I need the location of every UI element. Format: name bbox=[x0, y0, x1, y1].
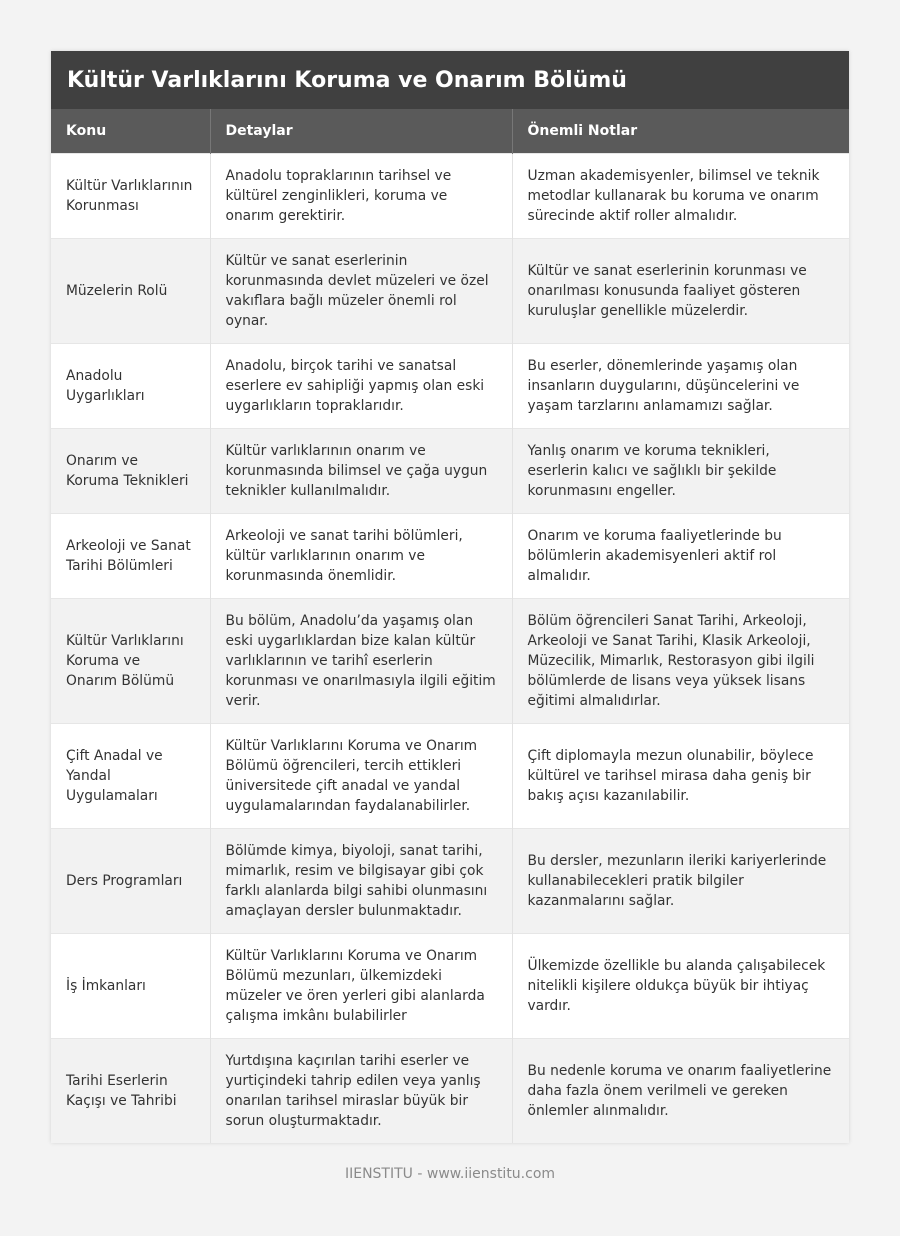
cell-konu: Arkeoloji ve Sanat Tarihi Bölümleri bbox=[51, 513, 210, 598]
cell-detaylar: Anadolu topraklarının tarihsel ve kültürel zenginlikleri, koruma ve onarım gerektirir. bbox=[210, 153, 512, 238]
column-header-notlar: Önemli Notlar bbox=[512, 109, 849, 153]
cell-konu: Kültür Varlıklarını Koruma ve Onarım Bölümü bbox=[51, 598, 210, 723]
cell-notlar: Çift diplomayla mezun olunabilir, böylece kültürel ve tarihsel mirasa daha geniş bir bakış açısı kazanılabilir. bbox=[512, 723, 849, 828]
cell-detaylar: Kültür ve sanat eserlerinin korunmasında devlet müzeleri ve özel vakıflara bağlı müzeler önemli rol oynar. bbox=[210, 238, 512, 343]
table-row bbox=[51, 343, 849, 428]
page-title: Kültür Varlıklarını Koruma ve Onarım Bölümü bbox=[67, 67, 627, 93]
table-row bbox=[51, 428, 849, 513]
cell-konu: Müzelerin Rolü bbox=[51, 238, 210, 343]
column-header-konu: Konu bbox=[51, 109, 210, 153]
table-row bbox=[51, 933, 849, 1038]
table-row bbox=[51, 238, 849, 343]
cell-notlar: Uzman akademisyenler, bilimsel ve teknik metodlar kullanarak bu koruma ve onarım sürecinde aktif roller almalıdır. bbox=[512, 153, 849, 238]
cell-konu: Anadolu Uygarlıkları bbox=[51, 343, 210, 428]
cell-konu: İş İmkanları bbox=[51, 933, 210, 1038]
cell-detaylar: Bu bölüm, Anadolu’da yaşamış olan eski uygarlıklardan bize kalan kültür varlıklarının ve tarihî eserlerin korunması ve onarılmasıyla ilgili eğitim verir. bbox=[210, 598, 512, 723]
table-row bbox=[51, 828, 849, 933]
cell-konu: Kültür Varlıklarının Korunması bbox=[51, 153, 210, 238]
table-row bbox=[51, 598, 849, 723]
cell-konu: Onarım ve Koruma Teknikleri bbox=[51, 428, 210, 513]
table-row bbox=[51, 513, 849, 598]
cell-notlar: Bölüm öğrencileri Sanat Tarihi, Arkeoloji, Arkeoloji ve Sanat Tarihi, Klasik Arkeoloji, Müzecilik, Mimarlık, Restorasyon gibi ilgili bölümlerde de lisans veya yüksek lisans eğitimi almalıdırlar. bbox=[512, 598, 849, 723]
cell-notlar: Yanlış onarım ve koruma teknikleri, eserlerin kalıcı ve sağlıklı bir şekilde korunmasını engeller. bbox=[512, 428, 849, 513]
cell-notlar: Bu nedenle koruma ve onarım faaliyetlerine daha fazla önem verilmeli ve gereken önlemler alınmalıdır. bbox=[512, 1038, 849, 1143]
column-header-detaylar: Detaylar bbox=[210, 109, 512, 153]
cell-detaylar: Anadolu, birçok tarihi ve sanatsal eserlere ev sahipliği yapmış olan eski uygarlıkların topraklarıdır. bbox=[210, 343, 512, 428]
content-card bbox=[51, 51, 849, 1143]
cell-konu: Ders Programları bbox=[51, 828, 210, 933]
title-bar bbox=[51, 51, 849, 109]
cell-notlar: Kültür ve sanat eserlerinin korunması ve onarılması konusunda faaliyet gösteren kuruluşlar genellikle müzelerdir. bbox=[512, 238, 849, 343]
cell-notlar: Onarım ve koruma faaliyetlerinde bu bölümlerin akademisyenleri aktif rol almalıdır. bbox=[512, 513, 849, 598]
cell-detaylar: Kültür Varlıklarını Koruma ve Onarım Bölümü öğrencileri, tercih ettikleri üniversitede çift anadal ve yandal uygulamalarından faydalanabilirler. bbox=[210, 723, 512, 828]
cell-konu: Çift Anadal ve Yandal Uygulamaları bbox=[51, 723, 210, 828]
cell-konu: Tarihi Eserlerin Kaçışı ve Tahribi bbox=[51, 1038, 210, 1143]
table-row bbox=[51, 153, 849, 238]
cell-detaylar: Kültür varlıklarının onarım ve korunmasında bilimsel ve çağa uygun teknikler kullanılmalıdır. bbox=[210, 428, 512, 513]
info-table bbox=[51, 109, 849, 1143]
cell-notlar: Ülkemizde özellikle bu alanda çalışabilecek nitelikli kişilere oldukça büyük bir ihtiyaç vardır. bbox=[512, 933, 849, 1038]
cell-notlar: Bu dersler, mezunların ileriki kariyerlerinde kullanabilecekleri pratik bilgiler kazanmalarını sağlar. bbox=[512, 828, 849, 933]
cell-detaylar: Yurtdışına kaçırılan tarihi eserler ve yurtiçindeki tahrip edilen veya yanlış onarılan tarihsel miraslar büyük bir sorun oluşturmaktadır. bbox=[210, 1038, 512, 1143]
cell-detaylar: Bölümde kimya, biyoloji, sanat tarihi, mimarlık, resim ve bilgisayar gibi çok farklı alanlarda bilgi sahibi olunmasını amaçlayan dersler bulunmaktadır. bbox=[210, 828, 512, 933]
table-row bbox=[51, 1038, 849, 1143]
footer-credit: IIENSTITU - www.iienstitu.com bbox=[344, 1166, 556, 1182]
cell-notlar: Bu eserler, dönemlerinde yaşamış olan insanların duygularını, düşüncelerini ve yaşam tarzlarını anlamamızı sağlar. bbox=[512, 343, 849, 428]
table-row bbox=[51, 723, 849, 828]
cell-detaylar: Kültür Varlıklarını Koruma ve Onarım Bölümü mezunları, ülkemizdeki müzeler ve ören yerleri gibi alanlarda çalışma imkânı bulabilirler bbox=[210, 933, 512, 1038]
table-header-row bbox=[51, 109, 849, 153]
cell-detaylar: Arkeoloji ve sanat tarihi bölümleri, kültür varlıklarının onarım ve korunmasında önemlidir. bbox=[210, 513, 512, 598]
